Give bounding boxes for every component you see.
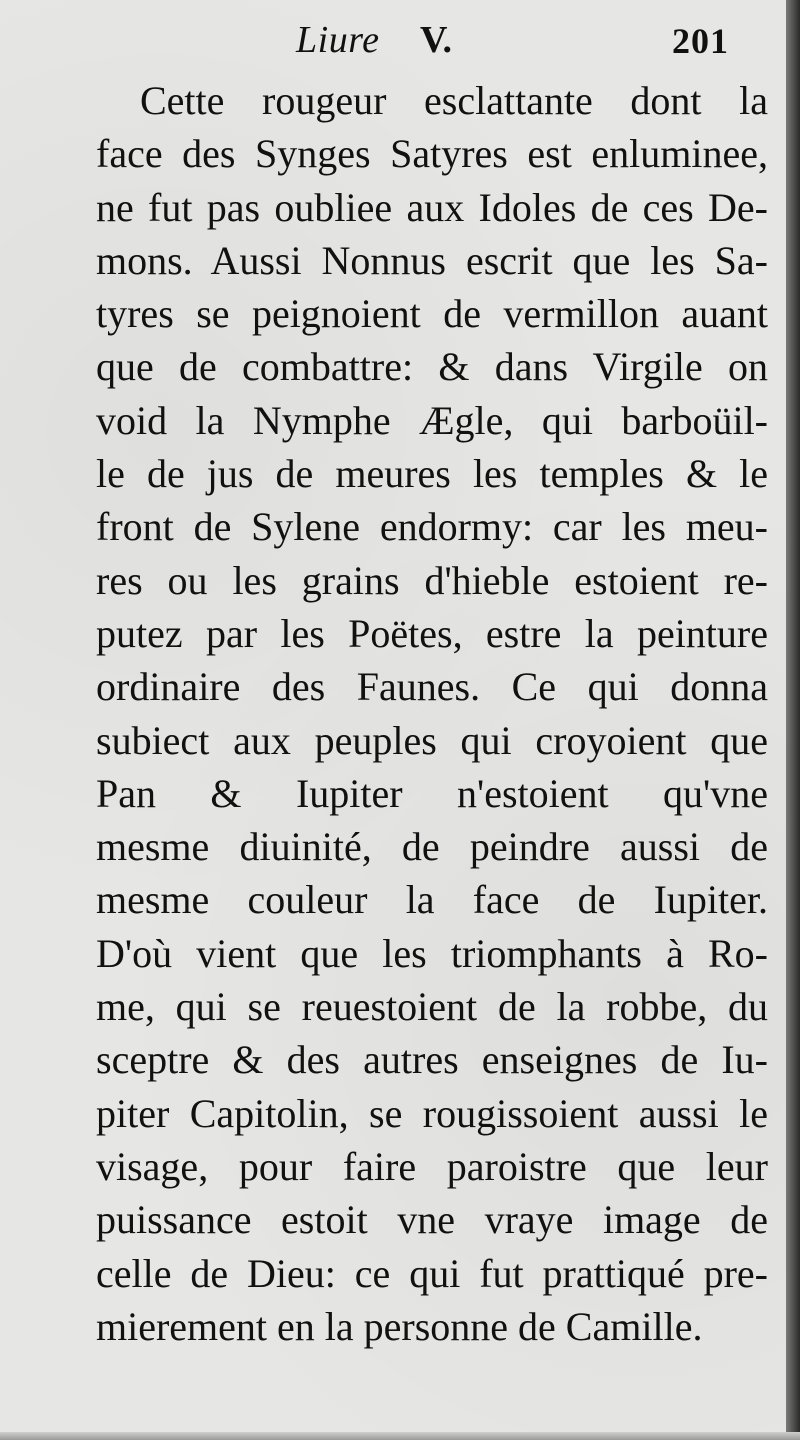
page-header (0, 18, 800, 68)
text-line: front de Sylene endormy: car les meu- (96, 504, 768, 550)
text-line: mierement en la personne de Camille. (96, 1303, 703, 1349)
text-line: ne fut pas oubliee aux Idoles de ces De- (96, 184, 768, 230)
page-bottom-edge (0, 1432, 800, 1440)
text-line: subiect aux peuples qui croyoient que (96, 717, 768, 763)
running-title: Liure (296, 19, 380, 61)
text-line: sceptre & des autres enseignes de Iu- (96, 1037, 768, 1083)
text-line: Pan & Iupiter n'estoient qu'vne (96, 770, 768, 816)
text-line: mesme couleur la face de Iupiter. (96, 877, 768, 923)
text-line: mesme diuinité, de peindre aussi de (96, 824, 768, 870)
text-line: Cette rougeur esclattante dont la (140, 78, 768, 123)
text-line: piter Capitolin, se rougissoient aussi le (96, 1090, 768, 1136)
text-line: le de jus de meures les temples & le (96, 451, 768, 497)
text-line: res ou les grains d'hieble estoient re- (96, 557, 768, 603)
text-line: me, qui se reuestoient de la robbe, du (96, 984, 768, 1030)
page-edge-shadow (786, 0, 800, 1440)
text-line: visage, pour faire paroistre que leur (96, 1143, 768, 1189)
text-line: face des Synges Satyres est enluminee, (96, 131, 768, 177)
text-line: puissance estoit vne vraye image de (96, 1197, 768, 1243)
body-text (96, 74, 768, 1353)
text-line: putez par les Poëtes, estre la peinture (96, 610, 768, 656)
text-line: que de combattre: & dans Virgile on (96, 344, 768, 390)
text-line: celle de Dieu: ce qui fut prattiqué pre- (96, 1250, 768, 1296)
text-line: tyres se peignoient de vermillon auant (96, 291, 768, 337)
text-line: ordinaire des Faunes. Ce qui donna (96, 664, 768, 710)
text-line: D'où vient que les triomphants à Ro- (96, 930, 768, 976)
page-number: 201 (672, 21, 729, 61)
text-line: void la Nymphe Ægle, qui barboüil- (96, 397, 768, 443)
text-line: mons. Aussi Nonnus escrit que les Sa- (96, 237, 768, 283)
book-number: V. (420, 19, 453, 61)
